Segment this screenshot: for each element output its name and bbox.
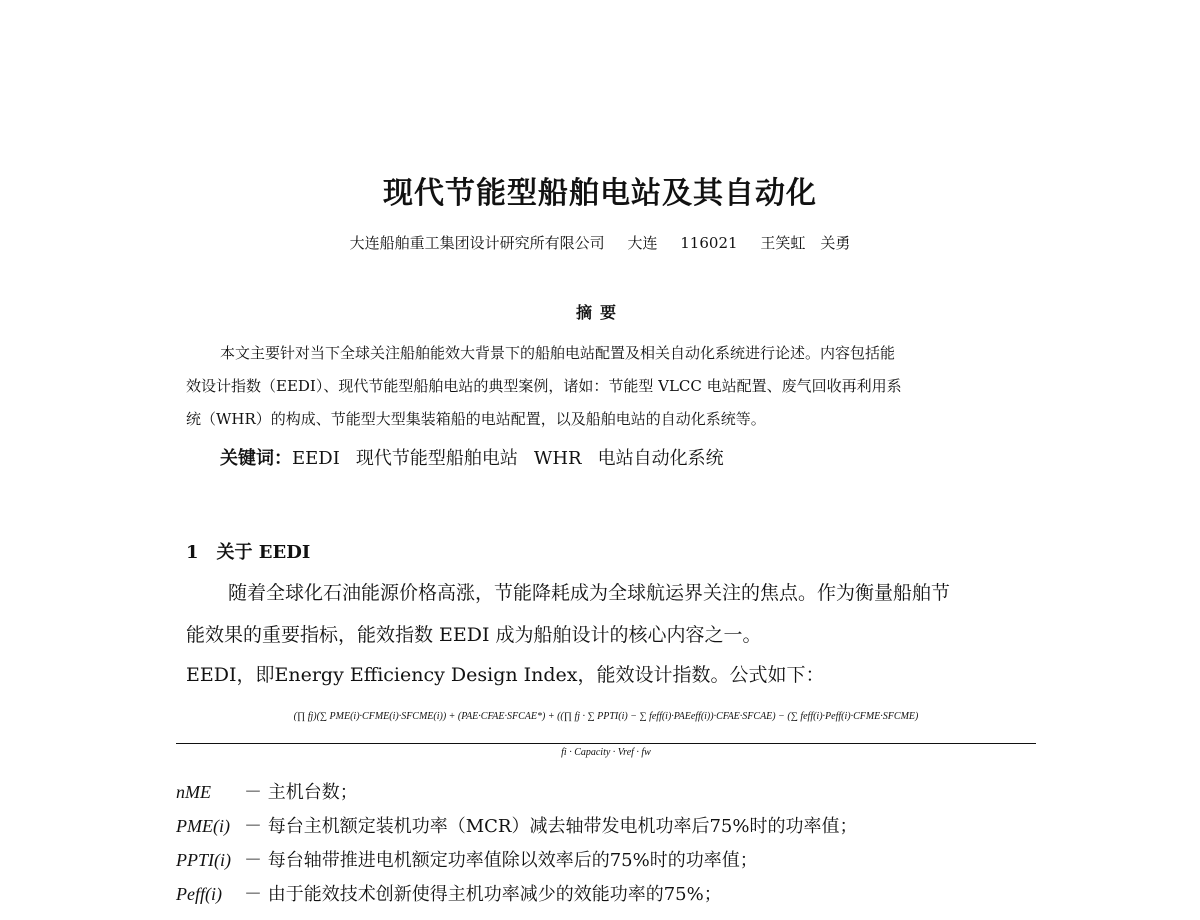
authors: 王笑虹 关勇 xyxy=(760,234,851,252)
byline xyxy=(0,232,1200,253)
definition-symbol: Peff(i) xyxy=(176,884,222,904)
definition-symbol: nME xyxy=(176,782,211,802)
definition-text: － 主机台数； xyxy=(244,782,358,803)
eedi-formula xyxy=(176,705,1036,767)
keywords-label: 关键词： xyxy=(220,448,292,469)
definition-text: － 每台轴带推进电机额定功率值除以效率后的75%时的功率值； xyxy=(244,850,758,871)
paragraph-line: 随着全球化石油能源价格高涨，节能降耗成为全球航运界关注的焦点。作为衡量船舶节 xyxy=(228,582,951,604)
definition-item xyxy=(176,880,722,906)
paper-title: 现代节能型船舶电站及其自动化 xyxy=(383,176,817,211)
fraction-bar xyxy=(176,743,1036,744)
paragraph-line: EEDI，即Energy Efficiency Design Index，能效设计指数。公式如下： xyxy=(186,664,825,686)
section-heading: 1 关于 EEDI xyxy=(186,542,311,563)
definition-symbol: PPTI(i) xyxy=(176,850,231,870)
definition-text: － 由于能效技术创新使得主机功率减少的效能功率的75%； xyxy=(244,884,722,905)
keywords xyxy=(220,444,740,470)
keyword: 电站自动化系统 xyxy=(597,448,724,469)
definition-text: － 每台主机额定装机功率（MCR）减去轴带发电机功率后75%时的功率值； xyxy=(244,816,858,837)
abstract-heading: 摘要 xyxy=(575,303,624,322)
postcode: 116021 xyxy=(680,234,738,252)
abstract-line: 效设计指数（EEDI）、现代节能型船舶电站的典型案例，诸如：节能型 VLCC 电站配置、废气回收再利用系 xyxy=(186,377,902,395)
paragraph-line: 能效果的重要指标，能效指数 EEDI 成为船舶设计的核心内容之一。 xyxy=(186,624,762,646)
city: 大连 xyxy=(627,234,658,252)
formula-denominator: fi · Capacity · Vref · fw xyxy=(561,747,651,758)
organization: 大连船舶重工集团设计研究所有限公司 xyxy=(349,234,605,252)
abstract-line: 统（WHR）的构成、节能型大型集装箱船的电站配置，以及船舶电站的自动化系统等。 xyxy=(186,410,766,428)
definition-symbol: PME(i) xyxy=(176,816,230,836)
keyword: EEDI xyxy=(292,448,340,469)
keyword: 现代节能型船舶电站 xyxy=(355,448,518,469)
formula-numerator: (∏ fj)(∑ PME(i)·CFME(i)·SFCME(i)) + (PAE·CFAE·SFCAE*) + ((∏ fj · ∑ PPTI(i) − ∑ feff(i)·PAEeff(i))·CFAE·SFCAE) − (∑ feff(i)·Peff(i)·CFME·SFCME) xyxy=(293,711,919,722)
definition-item xyxy=(176,846,758,872)
definition-item xyxy=(176,812,857,838)
keyword: WHR xyxy=(533,448,582,469)
abstract-line: 本文主要针对当下全球关注船舶能效大背景下的船舶电站配置及相关自动化系统进行论述。内容包括能 xyxy=(220,344,896,362)
definition-item xyxy=(176,778,358,804)
